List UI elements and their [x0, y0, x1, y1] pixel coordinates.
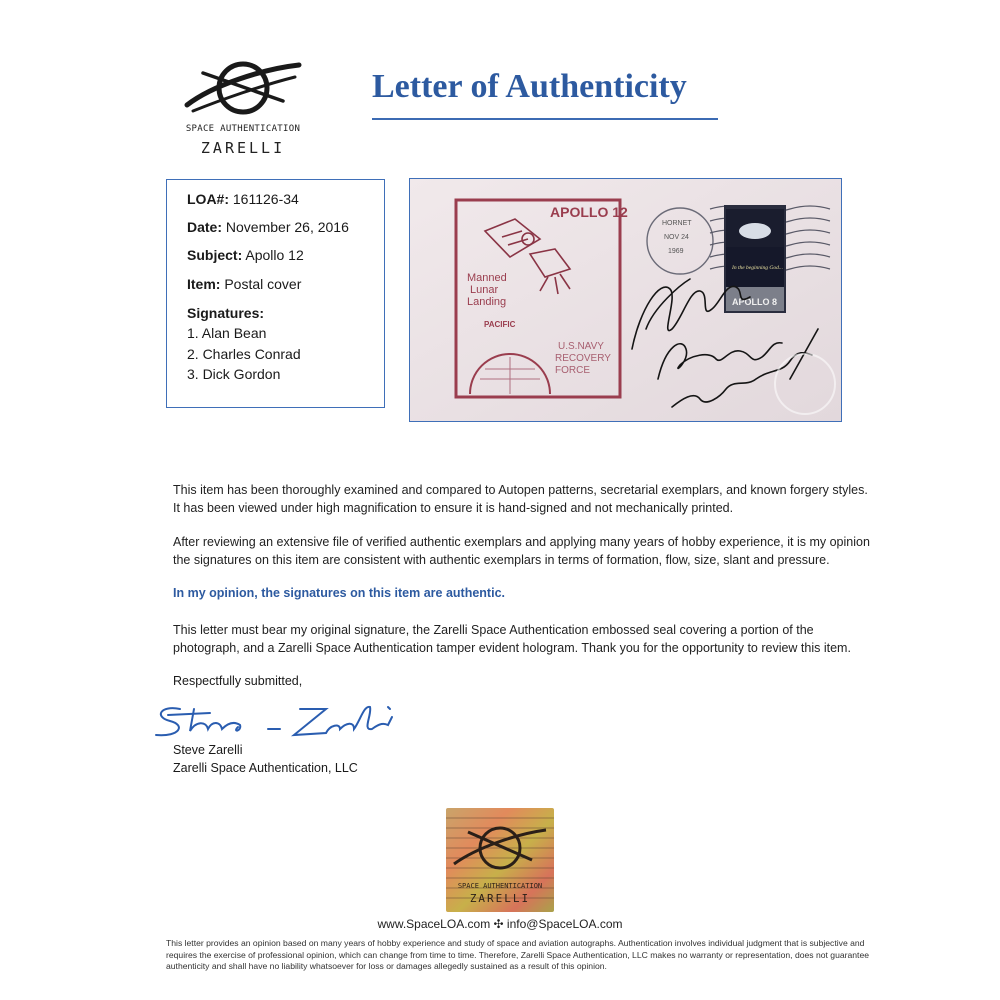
loa-label: LOA#: — [187, 191, 229, 207]
paragraph-2 — [173, 533, 870, 569]
logo-line-1: SPACE AUTHENTICATION — [185, 124, 301, 134]
hologram-sticker — [446, 808, 554, 912]
logo-line-2: ZARELLI — [200, 139, 286, 157]
paragraph-3 — [173, 621, 853, 657]
hologram-line-2: ZARELLI — [469, 892, 531, 905]
stamp-navy-2: RECOVERY — [555, 353, 611, 364]
postage-text: In the beginning God... — [732, 265, 784, 271]
item-value: Postal cover — [224, 276, 302, 292]
paragraph-line: After reviewing an extensive file of verified authentic exemplars and applying many years of hobby experience, it is my opinion — [173, 535, 870, 549]
handwritten-signature — [150, 695, 400, 743]
contact-line: www.SpaceLOA.com ✣ info@SpaceLOA.com — [377, 917, 623, 931]
paragraph-1 — [173, 481, 868, 517]
disclaimer-line: requires the exercise of professional opinion, which can change from time to time. Therefore, Zarelli Space Authentication, LLC makes no warranty or representation, does not guarantee — [166, 949, 870, 960]
title-underline — [372, 118, 718, 120]
loa-value: 161126-34 — [232, 191, 299, 207]
svg-text:1969: 1969 — [668, 248, 684, 255]
stamp-title: APOLLO 12 — [550, 204, 628, 220]
subject-row — [187, 247, 304, 263]
loa-row — [187, 191, 299, 207]
stamp-line-1: Manned — [467, 272, 507, 284]
date-value: November 26, 2016 — [225, 219, 349, 235]
svg-text:HORNET: HORNET — [662, 220, 692, 227]
stamp-line-2: Lunar — [470, 284, 499, 296]
signature-list-item: 1. Alan Bean — [187, 325, 267, 341]
item-row — [187, 276, 301, 292]
cover-photo — [409, 178, 842, 422]
stamp-pacific: PACIFIC — [484, 320, 516, 329]
paragraph-line: This letter must bear my original signature, the Zarelli Space Authentication embossed seal covering a portion of the — [173, 623, 814, 637]
signer-company: Zarelli Space Authentication, LLC — [173, 761, 358, 775]
subject-value: Apollo 12 — [245, 247, 304, 263]
opinion-statement: In my opinion, the signatures on this item are authentic. — [173, 586, 505, 600]
zarelli-logo — [178, 55, 308, 160]
page-title: Letter of Authenticity — [372, 68, 687, 105]
signature-list-item: 2. Charles Conrad — [187, 346, 301, 362]
item-label: Item: — [187, 276, 221, 292]
stamp-navy-3: FORCE — [555, 365, 590, 376]
disclaimer-line: authenticity and shall have no liability whatsoever for loss or damages allegedly sustained as a result of this opinion. — [166, 961, 607, 971]
paragraph-line: It has been viewed under high magnification to ensure it is hand-signed and not mechanically printed. — [173, 501, 734, 515]
svg-text:NOV 24: NOV 24 — [664, 234, 689, 241]
date-row — [187, 219, 349, 235]
paragraph-line: the signatures on this item are consistent with authentic exemplars in terms of formation, flow, size, slant and pressure. — [173, 553, 830, 567]
signatures-label: Signatures: — [187, 305, 265, 321]
date-label: Date: — [187, 219, 223, 235]
hologram-line-1: SPACE AUTHENTICATION — [457, 882, 543, 890]
stamp-line-3: Landing — [467, 296, 507, 308]
paragraph-line: photograph, and a Zarelli Space Authentication tamper evident hologram. Thank you for the opportunity to review this item. — [173, 641, 851, 655]
orbit-logo-icon — [183, 55, 303, 121]
stamp-navy-1: U.S.NAVY — [558, 341, 604, 352]
closing-text: Respectfully submitted, — [173, 674, 303, 688]
disclaimer-line: This letter provides an opinion based on many years of hobby experience and study of space and aviation autographs. Authentication involves individual judgment that is subjective and — [166, 938, 865, 948]
signer-name: Steve Zarelli — [173, 743, 243, 757]
postal-cover-image — [410, 179, 842, 422]
postage-label: APOLLO 8 — [732, 297, 778, 307]
subject-label: Subject: — [187, 247, 243, 263]
disclaimer — [166, 938, 870, 973]
signature-list-item: 3. Dick Gordon — [187, 366, 281, 382]
info-box — [166, 179, 385, 408]
paragraph-line: This item has been thoroughly examined and compared to Autopen patterns, secretarial exemplars, and known forgery styles. — [173, 483, 868, 497]
hologram-image — [446, 808, 554, 912]
